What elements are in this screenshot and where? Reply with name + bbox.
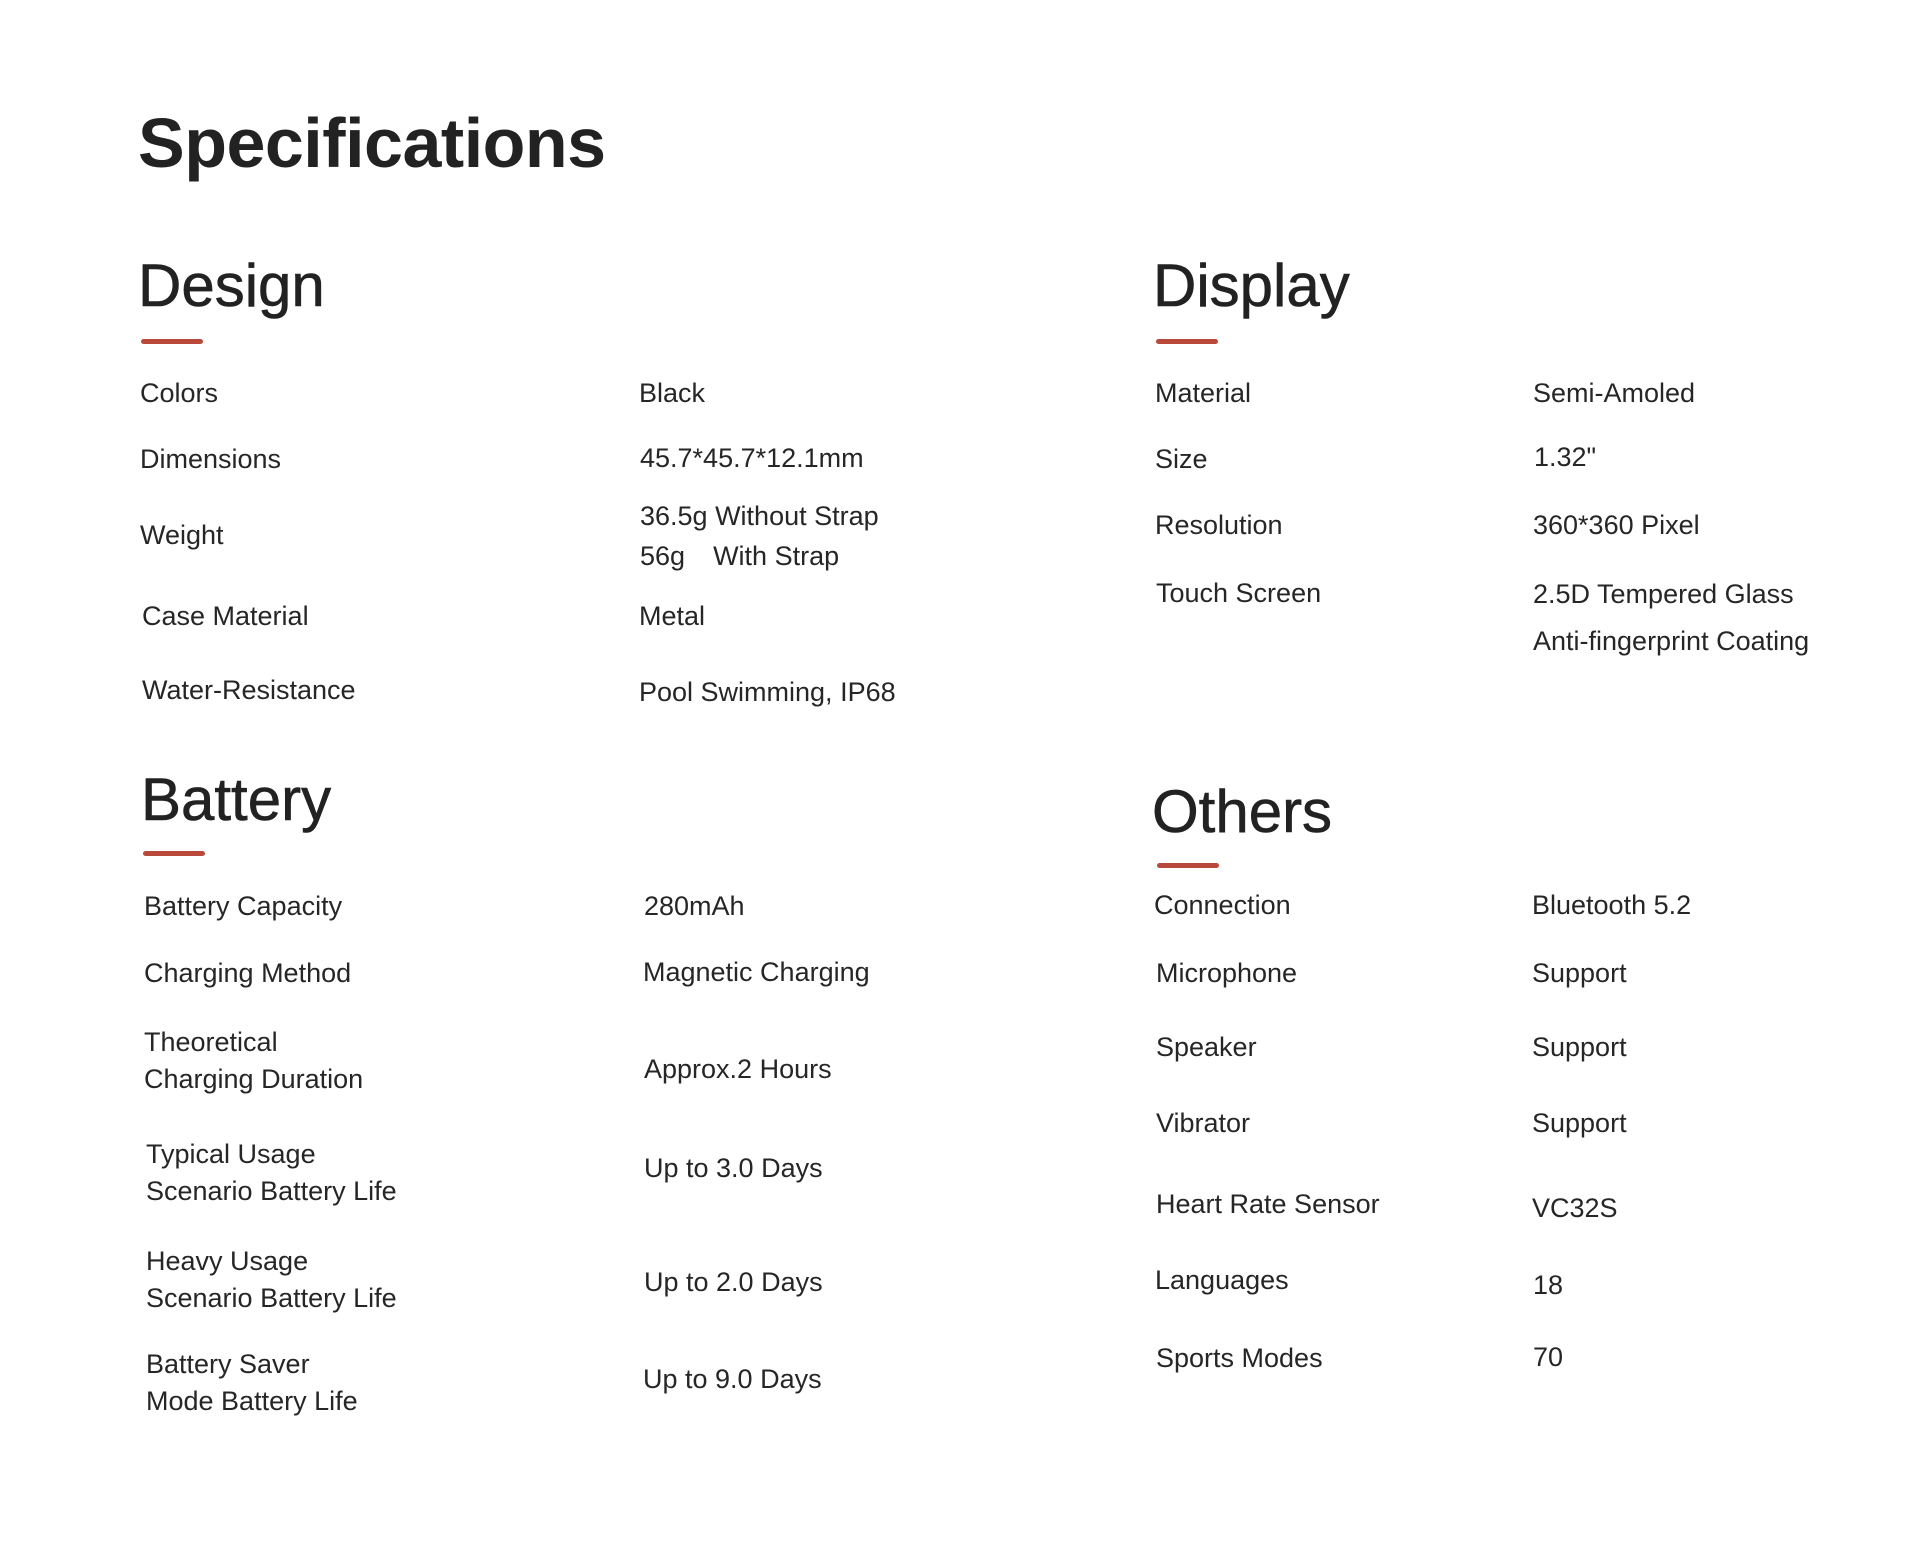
spec-label: Heart Rate Sensor: [1156, 1189, 1380, 1219]
spec-value: 36.5g Without Strap 56g With Strap: [640, 501, 879, 571]
spec-label: Vibrator: [1156, 1108, 1251, 1138]
spec-value: Semi-Amoled: [1533, 378, 1696, 408]
spec-label: Sports Modes: [1156, 1343, 1323, 1373]
design-heading-underline: [141, 339, 203, 344]
spec-label: Charging Method: [144, 958, 352, 988]
spec-label: Touch Screen: [1156, 578, 1322, 608]
spec-label: Connection: [1154, 890, 1291, 920]
spec-label: Languages: [1155, 1265, 1289, 1295]
spec-value: Support: [1532, 1032, 1627, 1062]
spec-value: 18: [1533, 1270, 1564, 1300]
spec-label: Colors: [140, 378, 219, 408]
others-heading: Others: [1152, 778, 1333, 845]
spec-label: Size: [1155, 444, 1208, 474]
spec-label: Battery Capacity: [144, 891, 343, 921]
spec-value: Up to 9.0 Days: [643, 1364, 822, 1394]
spec-value: Up to 3.0 Days: [644, 1153, 823, 1183]
spec-label: Battery Saver Mode Battery Life: [146, 1349, 358, 1416]
design-section: [138, 252, 938, 726]
spec-value: 45.7*45.7*12.1mm: [640, 443, 864, 473]
spec-label: Theoretical Charging Duration: [144, 1027, 364, 1094]
spec-value: Pool Swimming, IP68: [639, 677, 896, 707]
battery-section: [141, 766, 941, 1430]
display-section: [1153, 252, 1893, 676]
spec-label: Weight: [140, 520, 224, 550]
spec-value: Magnetic Charging: [643, 957, 870, 987]
spec-label: Dimensions: [140, 444, 282, 474]
spec-value: Bluetooth 5.2: [1532, 890, 1692, 920]
spec-value: Up to 2.0 Days: [644, 1267, 823, 1297]
spec-label: Typical Usage Scenario Battery Life: [146, 1139, 397, 1206]
design-heading: Design: [138, 252, 325, 319]
page-title: Specifications: [138, 104, 606, 182]
spec-label: Case Material: [142, 601, 309, 631]
spec-label: Water-Resistance: [142, 675, 356, 705]
spec-value: Support: [1532, 958, 1627, 988]
others-heading-underline: [1157, 863, 1219, 868]
display-heading: Display: [1153, 252, 1350, 319]
spec-value: Metal: [639, 601, 706, 631]
others-section: [1152, 778, 1892, 1402]
spec-label: Speaker: [1156, 1032, 1257, 1062]
battery-heading: Battery: [141, 766, 332, 833]
spec-value: VC32S: [1532, 1193, 1618, 1223]
spec-value: 360*360 Pixel: [1533, 510, 1700, 540]
spec-value: Approx.2 Hours: [644, 1054, 832, 1084]
display-heading-underline: [1156, 339, 1218, 344]
spec-value: Support: [1532, 1108, 1627, 1138]
spec-value: 2.5D Tempered Glass Anti-fingerprint Coating: [1533, 579, 1810, 656]
spec-value: 1.32": [1534, 442, 1597, 472]
spec-label: Material: [1155, 378, 1252, 408]
spec-value: Black: [639, 378, 706, 408]
battery-heading-underline: [143, 851, 205, 856]
spec-value: 280mAh: [644, 891, 745, 921]
spec-value: 70: [1533, 1342, 1564, 1372]
spec-label: Resolution: [1155, 510, 1283, 540]
spec-label: Heavy Usage Scenario Battery Life: [146, 1246, 397, 1313]
spec-label: Microphone: [1156, 958, 1298, 988]
